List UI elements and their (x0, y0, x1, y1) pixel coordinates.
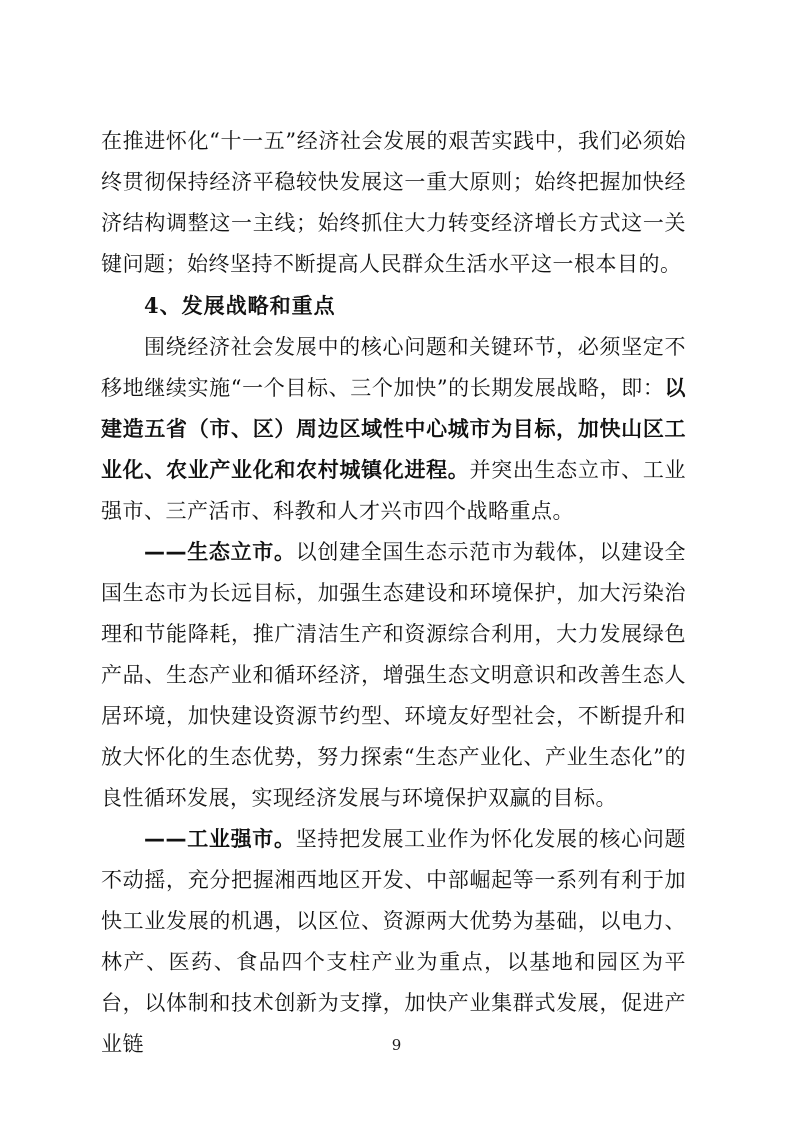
heading-section-4 (101, 285, 686, 327)
document-body (101, 121, 686, 1065)
text-run-bold: 以建造五省（市、区）周边区域性中心城市为目标，加快山区工业化、农业产业化和农村城镇化进程。 (101, 376, 686, 482)
text-run-bold: ——工业强市。 (144, 827, 296, 851)
text-run-bold: 4、发展战略和重点 (144, 293, 336, 318)
page-number: 9 (391, 1036, 402, 1054)
paragraph-continuation (101, 121, 686, 285)
paragraph-eco-city (101, 532, 686, 819)
text-run-bold: ——生态立市。 (144, 540, 296, 564)
text-run: 在推进怀化“十一五”经济社会发展的艰苦实践中，我们必须始终贯彻保持经济平稳较快发展这一重大原则；始终把握加快经济结构调整这一主线；始终抓住大力转变经济增长方式这一关键问题；始终坚持不断提高人民群众生活水平这一根本目的。 (101, 129, 686, 276)
text-run: 围绕经济社会发展中的核心问题和关键环节，必须坚定不移地继续实施“一个目标、三个加快”的长期发展战略，即： (101, 335, 686, 400)
text-run: 坚持把发展工业作为怀化发展的核心问题不动摇，充分把握湘西地区开发、中部崛起等一系列有利于加快工业发展的机遇，以区位、资源两大优势为基础，以电力、林产、医药、食品四个支柱产业为重点，以基地和园区为平台，以体制和技术创新为支撑，加快产业集群式发展，促进产业链 (101, 827, 687, 1056)
text-run: 以创建全国生态示范市为载体，以建设全国生态市为长远目标，加强生态建设和环境保护，加大污染治理和节能降耗，推广清洁生产和资源综合利用，大力发展绿色产品、生态产业和循环经济，增强生态文明意识和改善生态人居环境，加快建设资源节约型、环境友好型社会，不断提升和放大怀化的生态优势，努力探索“生态产业化、产业生态化”的良性循环发展，实现经济发展与环境保护双赢的目标。 (101, 540, 687, 810)
paragraph-industry-city (101, 819, 686, 1065)
text-run: 并突出生态立市、工业强市、三产活市、科教和人才兴市四个战略重点。 (101, 458, 687, 523)
paragraph-strategy (101, 327, 686, 532)
